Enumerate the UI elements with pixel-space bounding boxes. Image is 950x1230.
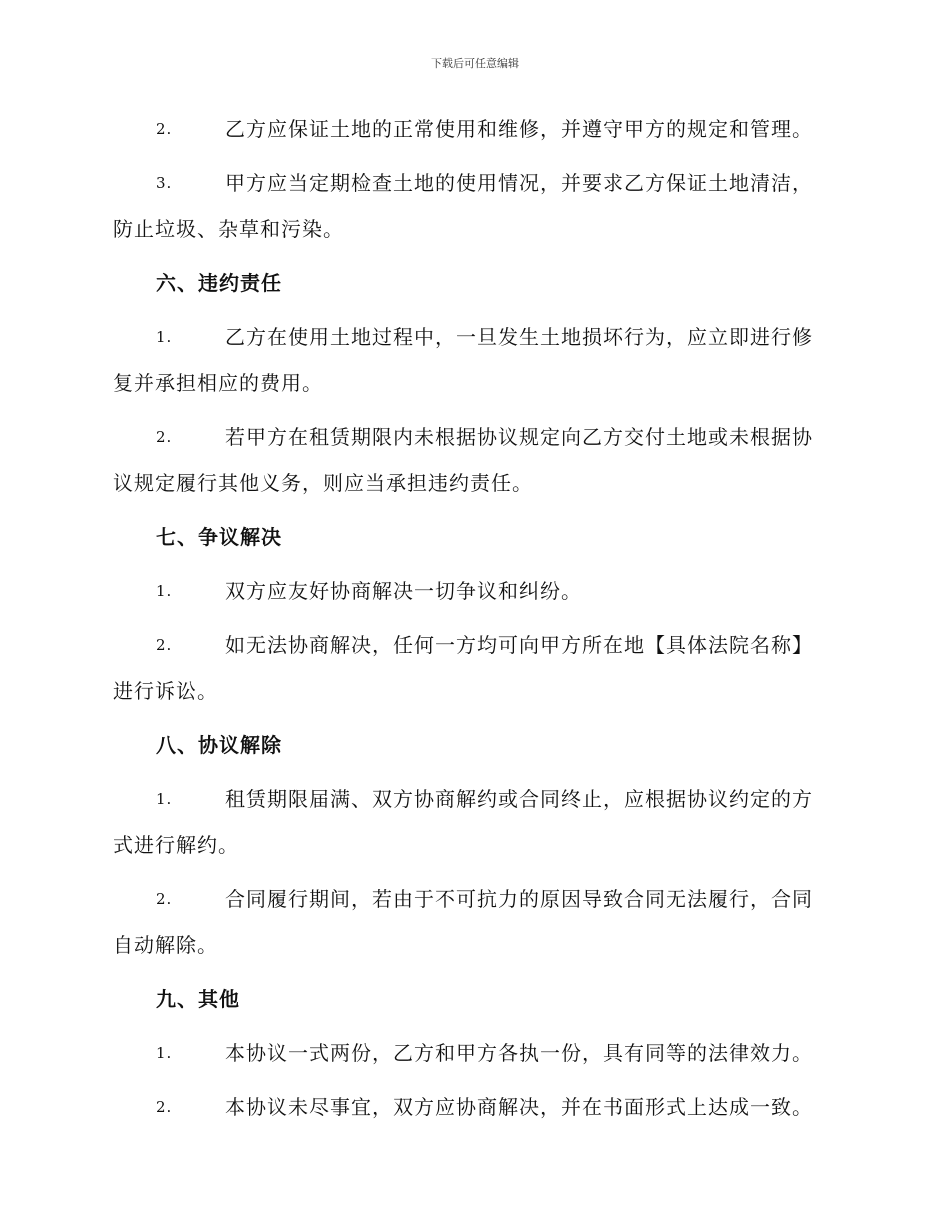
clause-number: 2. — [156, 120, 173, 138]
clause-text: 租赁期限届满、双方协商解约或合同终止，应根据协议约定的方 — [225, 787, 813, 811]
clause-9-1 — [113, 1030, 835, 1076]
clause-6-1 — [113, 314, 835, 406]
clause-8-1 — [113, 776, 835, 868]
page-header: 下载后可任意编辑 — [431, 57, 519, 70]
clause-text-continued: 防止垃圾、杂草和污染。 — [113, 217, 344, 241]
section-heading-7: 七、争议解决 — [156, 525, 282, 549]
clause-number: 3. — [156, 174, 173, 192]
clause-text: 合同履行期间，若由于不可抗力的原因导致合同无法履行，合同 — [225, 887, 813, 911]
clause-text-continued: 复并承担相应的费用。 — [113, 371, 323, 395]
clause-text: 本协议一式两份，乙方和甲方各执一份，具有同等的法律效力。 — [225, 1041, 813, 1065]
clause-number: 2. — [156, 1098, 173, 1116]
clause-number: 2. — [156, 428, 173, 446]
clause-text: 乙方应保证土地的正常使用和维修，并遵守甲方的规定和管理。 — [225, 117, 813, 141]
clause-text-continued: 议规定履行其他义务，则应当承担违约责任。 — [113, 471, 533, 495]
clause-text: 若甲方在租赁期限内未根据协议规定向乙方交付土地或未根据协 — [225, 425, 813, 449]
clause-text-continued: 式进行解约。 — [113, 833, 239, 857]
clause-number: 1. — [156, 582, 173, 600]
clause-text: 如无法协商解决，任何一方均可向甲方所在地【具体法院名称】 — [225, 633, 813, 657]
clause-number: 1. — [156, 328, 173, 346]
section-heading-9: 九、其他 — [156, 987, 240, 1011]
clause-number: 1. — [156, 790, 173, 808]
clause-text: 本协议未尽事宜，双方应协商解决，并在书面形式上达成一致。 — [225, 1095, 813, 1119]
clause-text: 乙方在使用土地过程中，一旦发生土地损坏行为，应立即进行修 — [225, 325, 813, 349]
clause-7-2 — [113, 622, 835, 714]
clause-text: 双方应友好协商解决一切争议和纠纷。 — [225, 579, 582, 603]
clause-8-2 — [113, 876, 835, 968]
clause-7-1 — [113, 568, 835, 614]
clause-9-2 — [113, 1084, 835, 1130]
clause-number: 2. — [156, 890, 173, 908]
clause-text: 甲方应当定期检查土地的使用情况，并要求乙方保证土地清洁， — [225, 171, 813, 195]
document-body — [113, 106, 835, 1130]
clause-5-3 — [113, 160, 835, 252]
section-heading-8: 八、协议解除 — [156, 733, 282, 757]
clause-text-continued: 自动解除。 — [113, 933, 218, 957]
clause-number: 1. — [156, 1044, 173, 1062]
clause-number: 2. — [156, 636, 173, 654]
section-heading-6: 六、违约责任 — [156, 271, 282, 295]
clause-text-continued: 进行诉讼。 — [113, 679, 218, 703]
clause-6-2 — [113, 414, 835, 506]
clause-5-2 — [113, 106, 835, 152]
